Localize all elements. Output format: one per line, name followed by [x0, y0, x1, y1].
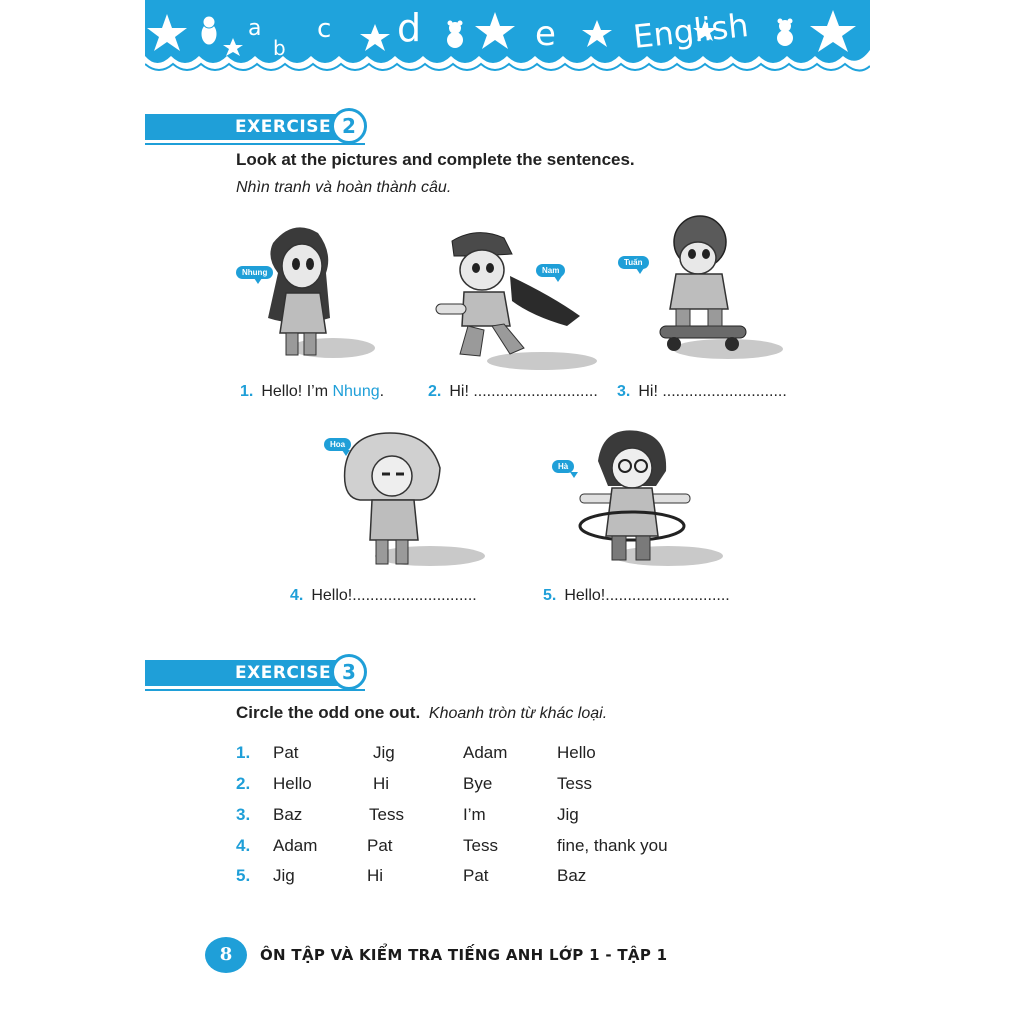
exercise-2-heading	[145, 114, 355, 140]
item-number: 5.	[543, 587, 557, 604]
divider	[145, 689, 365, 691]
word-option[interactable]: Hello	[557, 743, 596, 762]
sentence-text: Hello!	[564, 587, 606, 604]
item-number: 2.	[428, 383, 442, 400]
exercise-3-instruction-line	[236, 703, 607, 723]
item-number: 5.	[236, 866, 251, 885]
example-answer: Nhung	[332, 383, 380, 400]
skateboard-boy-illustration	[618, 214, 788, 369]
answer-blank[interactable]: ............................	[473, 383, 598, 400]
banner-letter-b: b	[273, 36, 286, 60]
name-bubble: Hà	[552, 460, 574, 473]
sentence-2	[428, 383, 598, 401]
character-picture-ha	[548, 426, 728, 576]
sentence-1	[240, 383, 384, 401]
exercise-3-heading	[145, 660, 355, 686]
character-picture-nam	[432, 226, 602, 376]
sentence-text: Hello!	[311, 587, 353, 604]
word-option[interactable]: Baz	[557, 866, 587, 885]
name-bubble: Nam	[536, 264, 565, 277]
item-number: 1.	[240, 383, 254, 400]
answer-blank[interactable]: ............................	[605, 587, 730, 604]
item-number: 4.	[236, 836, 251, 855]
banner-word-english: English	[631, 6, 751, 56]
sentence-text: Hi!	[638, 383, 663, 400]
name-bubble: Hoa	[324, 438, 351, 451]
exercise-3-instruction: Circle the odd one out.	[236, 703, 421, 722]
sentence-text: Hello! I’m	[261, 383, 333, 400]
character-picture-hoa	[320, 428, 490, 578]
item-number: 3.	[236, 805, 251, 824]
word-option[interactable]: Bye	[463, 774, 493, 793]
word-option[interactable]: Tess	[369, 805, 404, 824]
word-option[interactable]: Pat	[273, 743, 299, 762]
word-option[interactable]: Pat	[367, 836, 393, 855]
exercise-label: EXERCISE	[235, 117, 332, 137]
word-option[interactable]: Hi	[373, 774, 390, 793]
word-option[interactable]: Baz	[273, 805, 303, 824]
exercise-3-instruction-vi: Khoanh tròn từ khác loại.	[428, 705, 608, 722]
page-number-badge: 8	[205, 937, 247, 973]
item-number: 3.	[617, 383, 631, 400]
character-picture-nhung	[238, 218, 378, 368]
word-option[interactable]: Jig	[373, 743, 395, 762]
name-bubble: Nhung	[236, 266, 273, 279]
item-number: 2.	[236, 774, 251, 793]
exercise-label: EXERCISE	[235, 663, 332, 683]
answer-blank[interactable]: ............................	[352, 587, 477, 604]
word-option[interactable]: fine, thank you	[557, 836, 668, 855]
banner-letter-c: c	[317, 14, 332, 44]
banner-letter-d: d	[397, 6, 422, 50]
word-option[interactable]: Pat	[463, 866, 489, 885]
item-number: 1.	[236, 743, 251, 762]
exercise-2-instruction: Look at the pictures and complete the sentences.	[236, 150, 635, 169]
header-banner	[145, 0, 870, 78]
divider	[145, 143, 365, 145]
word-option[interactable]: Tess	[557, 774, 592, 793]
sentence-3	[617, 383, 787, 401]
item-number: 4.	[290, 587, 304, 604]
penguin-icon	[201, 16, 217, 45]
word-option[interactable]: I’m	[463, 805, 486, 824]
word-option[interactable]: Adam	[463, 743, 508, 762]
sentence-5	[543, 587, 730, 605]
word-option[interactable]: Jig	[557, 805, 579, 824]
hula-hoop-girl-illustration	[548, 426, 728, 576]
sentence-text: Hi!	[449, 383, 474, 400]
banner-letter-e: e	[535, 14, 556, 54]
answer-blank[interactable]: ............................	[662, 383, 787, 400]
boy-character-illustration	[432, 226, 602, 376]
girl-character-illustration	[238, 218, 378, 368]
word-option[interactable]: Jig	[273, 866, 295, 885]
word-option[interactable]: Adam	[273, 836, 318, 855]
character-picture-tuan	[618, 214, 788, 369]
word-option[interactable]: Hi	[367, 866, 384, 885]
book-title-footer: ÔN TẬP VÀ KIỂM TRA TIẾNG ANH LỚP 1 - TẬP 1	[260, 946, 668, 964]
exercise-number-badge: 2	[331, 108, 367, 144]
name-bubble: Tuấn	[618, 256, 649, 269]
sentence-suffix: .	[379, 383, 385, 400]
exercise-number-badge: 3	[331, 654, 367, 690]
word-option[interactable]: Tess	[463, 836, 498, 855]
exercise-2-instruction-vi: Nhìn tranh và hoàn thành câu.	[236, 179, 452, 196]
banner-letter-a: a	[248, 16, 262, 41]
sentence-4	[290, 587, 477, 605]
word-option[interactable]: Hello	[273, 774, 312, 793]
